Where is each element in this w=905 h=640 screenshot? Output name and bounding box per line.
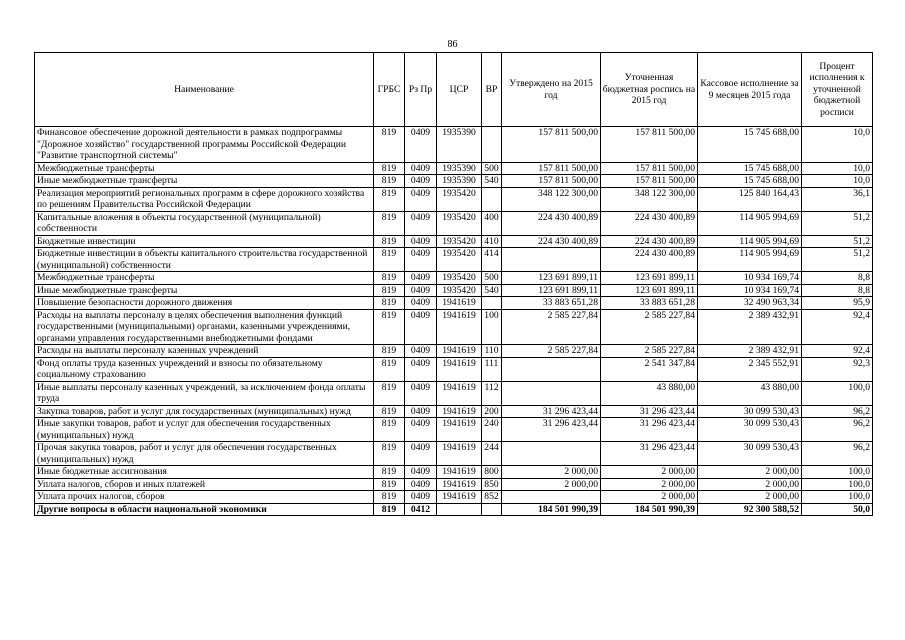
cell-csr: 1935390 [437, 162, 482, 175]
table-row [35, 297, 873, 310]
cell-rzpr: 0409 [405, 466, 437, 479]
cell-percent: 92,3 [802, 357, 873, 381]
cell-name: Другие вопросы в области национальной экономики [35, 503, 374, 516]
table-row [35, 127, 873, 163]
cell-grbs: 819 [374, 418, 405, 442]
cell-percent: 96,2 [802, 418, 873, 442]
cell-refined: 224 430 400,89 [601, 248, 698, 272]
table-row [35, 248, 873, 272]
cell-name: Расходы на выплаты персоналу в целях обеспечения выполнения функций государственными (муниципальными) органами, казенными учреждениями, органами управления государственными внебюджетными фондами [35, 309, 374, 345]
cell-approved: 2 585 227,84 [502, 309, 601, 345]
table-row [35, 175, 873, 188]
header-refined: Уточненная бюджетная роспись на 2015 год [601, 53, 698, 127]
cell-percent: 51,2 [802, 211, 873, 235]
cell-name: Фонд оплаты труда казенных учреждений и взносы по обязательному социальному страхованию [35, 357, 374, 381]
cell-vr: 852 [482, 491, 502, 504]
cell-grbs: 819 [374, 466, 405, 479]
cell-percent: 8,8 [802, 272, 873, 285]
table-row [35, 442, 873, 466]
cell-vr: 410 [482, 235, 502, 248]
cell-refined: 123 691 899,11 [601, 284, 698, 297]
cell-approved [502, 491, 601, 504]
cell-approved: 2 000,00 [502, 478, 601, 491]
cell-cash: 10 934 169,74 [698, 284, 802, 297]
cell-approved: 157 811 500,00 [502, 127, 601, 163]
cell-name: Закупка товаров, работ и услуг для государственных (муниципальных) нужд [35, 405, 374, 418]
cell-grbs: 819 [374, 175, 405, 188]
cell-rzpr: 0412 [405, 503, 437, 516]
cell-rzpr: 0409 [405, 491, 437, 504]
cell-refined: 157 811 500,00 [601, 162, 698, 175]
cell-csr: 1941619 [437, 345, 482, 358]
table-row [35, 211, 873, 235]
cell-approved [502, 442, 601, 466]
cell-name: Капитальные вложения в объекты государственной (муниципальной) собственности [35, 211, 374, 235]
table-row [35, 503, 873, 516]
cell-vr: 540 [482, 175, 502, 188]
table-row [35, 357, 873, 381]
cell-refined: 43 880,00 [601, 381, 698, 405]
cell-grbs: 819 [374, 491, 405, 504]
cell-grbs: 819 [374, 211, 405, 235]
cell-vr: 414 [482, 248, 502, 272]
cell-name: Межбюджетные трансферты [35, 162, 374, 175]
cell-cash: 43 880,00 [698, 381, 802, 405]
cell-vr: 200 [482, 405, 502, 418]
cell-percent: 51,2 [802, 235, 873, 248]
cell-approved: 348 122 300,00 [502, 187, 601, 211]
cell-percent: 95,9 [802, 297, 873, 310]
cell-approved: 2 000,00 [502, 466, 601, 479]
cell-cash: 114 905 994,69 [698, 248, 802, 272]
cell-approved: 31 296 423,44 [502, 418, 601, 442]
cell-approved: 184 501 990,39 [502, 503, 601, 516]
cell-name: Уплата прочих налогов, сборов [35, 491, 374, 504]
cell-grbs: 819 [374, 309, 405, 345]
cell-refined: 31 296 423,44 [601, 442, 698, 466]
cell-vr [482, 297, 502, 310]
cell-refined: 31 296 423,44 [601, 418, 698, 442]
cell-refined: 2 541 347,84 [601, 357, 698, 381]
cell-name: Иные закупки товаров, работ и услуг для обеспечения государственных (муниципальных) нужд [35, 418, 374, 442]
cell-cash: 114 905 994,69 [698, 211, 802, 235]
cell-approved: 224 430 400,89 [502, 235, 601, 248]
header-cash: Кассовое исполнение за 9 месяцев 2015 года [698, 53, 802, 127]
cell-cash: 15 745 688,00 [698, 162, 802, 175]
header-approved: Утверждено на 2015 год [502, 53, 601, 127]
cell-csr: 1941619 [437, 357, 482, 381]
cell-vr [482, 503, 502, 516]
table-row [35, 284, 873, 297]
cell-grbs: 819 [374, 405, 405, 418]
cell-percent: 92,4 [802, 345, 873, 358]
cell-csr: 1941619 [437, 405, 482, 418]
cell-vr: 240 [482, 418, 502, 442]
cell-csr: 1941619 [437, 442, 482, 466]
cell-vr: 540 [482, 284, 502, 297]
cell-name: Бюджетные инвестиции в объекты капитального строительства государственной (муниципальной) собственности [35, 248, 374, 272]
cell-cash: 2 389 432,91 [698, 345, 802, 358]
cell-grbs: 819 [374, 187, 405, 211]
table-row [35, 418, 873, 442]
cell-percent: 96,2 [802, 442, 873, 466]
header-vr: ВР [482, 53, 502, 127]
budget-table [34, 52, 873, 516]
cell-rzpr: 0409 [405, 127, 437, 163]
cell-vr: 400 [482, 211, 502, 235]
cell-vr: 500 [482, 272, 502, 285]
cell-csr: 1935390 [437, 175, 482, 188]
cell-percent: 100,0 [802, 478, 873, 491]
cell-approved: 31 296 423,44 [502, 405, 601, 418]
cell-approved: 224 430 400,89 [502, 211, 601, 235]
cell-grbs: 819 [374, 248, 405, 272]
cell-vr: 111 [482, 357, 502, 381]
cell-grbs: 819 [374, 127, 405, 163]
cell-name: Межбюджетные трансферты [35, 272, 374, 285]
cell-refined: 2 000,00 [601, 478, 698, 491]
cell-refined: 31 296 423,44 [601, 405, 698, 418]
cell-csr: 1935420 [437, 235, 482, 248]
cell-refined: 2 585 227,84 [601, 345, 698, 358]
header-rzpr: Рз Пр [405, 53, 437, 127]
table-row [35, 381, 873, 405]
cell-refined: 184 501 990,39 [601, 503, 698, 516]
cell-name: Расходы на выплаты персоналу казенных учреждений [35, 345, 374, 358]
cell-refined: 33 883 651,28 [601, 297, 698, 310]
cell-csr: 1941619 [437, 381, 482, 405]
cell-rzpr: 0409 [405, 211, 437, 235]
cell-csr: 1941619 [437, 297, 482, 310]
cell-rzpr: 0409 [405, 309, 437, 345]
header-grbs: ГРБС [374, 53, 405, 127]
cell-name: Иные межбюджетные трансферты [35, 175, 374, 188]
table-row [35, 309, 873, 345]
cell-vr [482, 127, 502, 163]
cell-percent: 92,4 [802, 309, 873, 345]
cell-grbs: 819 [374, 162, 405, 175]
cell-percent: 50,0 [802, 503, 873, 516]
cell-refined: 2 000,00 [601, 491, 698, 504]
cell-name: Иные межбюджетные трансферты [35, 284, 374, 297]
cell-refined: 123 691 899,11 [601, 272, 698, 285]
cell-rzpr: 0409 [405, 235, 437, 248]
table-row [35, 478, 873, 491]
cell-csr: 1935420 [437, 284, 482, 297]
cell-grbs: 819 [374, 381, 405, 405]
cell-cash: 2 000,00 [698, 491, 802, 504]
cell-approved: 157 811 500,00 [502, 175, 601, 188]
cell-approved [502, 248, 601, 272]
cell-vr: 500 [482, 162, 502, 175]
cell-csr: 1941619 [437, 309, 482, 345]
table-row [35, 466, 873, 479]
cell-csr: 1935420 [437, 211, 482, 235]
cell-grbs: 819 [374, 503, 405, 516]
cell-grbs: 819 [374, 235, 405, 248]
cell-percent: 100,0 [802, 491, 873, 504]
cell-percent: 10,0 [802, 175, 873, 188]
cell-name: Прочая закупка товаров, работ и услуг для обеспечения государственных (муниципальных) нужд [35, 442, 374, 466]
table-body [35, 127, 873, 516]
cell-name: Иные выплаты персоналу казенных учреждений, за исключением фонда оплаты труда [35, 381, 374, 405]
cell-grbs: 819 [374, 478, 405, 491]
cell-rzpr: 0409 [405, 405, 437, 418]
table-row [35, 235, 873, 248]
cell-name: Уплата налогов, сборов и иных платежей [35, 478, 374, 491]
cell-cash: 2 000,00 [698, 478, 802, 491]
cell-rzpr: 0409 [405, 175, 437, 188]
cell-approved: 33 883 651,28 [502, 297, 601, 310]
table-row [35, 345, 873, 358]
cell-rzpr: 0409 [405, 345, 437, 358]
cell-percent: 96,2 [802, 405, 873, 418]
cell-cash: 2 389 432,91 [698, 309, 802, 345]
cell-percent: 51,2 [802, 248, 873, 272]
cell-vr: 244 [482, 442, 502, 466]
cell-refined: 224 430 400,89 [601, 211, 698, 235]
cell-rzpr: 0409 [405, 248, 437, 272]
cell-grbs: 819 [374, 272, 405, 285]
cell-csr: 1941619 [437, 418, 482, 442]
cell-grbs: 819 [374, 345, 405, 358]
cell-percent: 36,1 [802, 187, 873, 211]
cell-name: Финансовое обеспечение дорожной деятельности в рамках подпрограммы "Дорожное хозяйство" государственной программы Российской Федерации "Развитие транспортной системы" [35, 127, 374, 163]
cell-cash: 10 934 169,74 [698, 272, 802, 285]
cell-refined: 224 430 400,89 [601, 235, 698, 248]
cell-vr [482, 187, 502, 211]
cell-rzpr: 0409 [405, 381, 437, 405]
cell-cash: 2 000,00 [698, 466, 802, 479]
cell-approved: 123 691 899,11 [502, 272, 601, 285]
cell-grbs: 819 [374, 284, 405, 297]
cell-refined: 348 122 300,00 [601, 187, 698, 211]
cell-csr: 1935390 [437, 127, 482, 163]
cell-csr [437, 503, 482, 516]
cell-cash: 30 099 530,43 [698, 405, 802, 418]
cell-refined: 157 811 500,00 [601, 175, 698, 188]
cell-approved [502, 357, 601, 381]
cell-rzpr: 0409 [405, 418, 437, 442]
table-row [35, 162, 873, 175]
header-percent: Процент исполнения к уточненной бюджетной росписи [802, 53, 873, 127]
cell-cash: 30 099 530,43 [698, 442, 802, 466]
cell-approved: 157 811 500,00 [502, 162, 601, 175]
cell-rzpr: 0409 [405, 478, 437, 491]
cell-rzpr: 0409 [405, 272, 437, 285]
cell-cash: 114 905 994,69 [698, 235, 802, 248]
cell-name: Повышение безопасности дорожного движения [35, 297, 374, 310]
cell-cash: 30 099 530,43 [698, 418, 802, 442]
cell-vr: 110 [482, 345, 502, 358]
cell-percent: 100,0 [802, 381, 873, 405]
table-header-row [35, 53, 873, 127]
cell-percent: 8,8 [802, 284, 873, 297]
header-name: Наименование [35, 53, 374, 127]
cell-approved [502, 381, 601, 405]
cell-rzpr: 0409 [405, 284, 437, 297]
cell-csr: 1935420 [437, 272, 482, 285]
cell-cash: 125 840 164,43 [698, 187, 802, 211]
cell-csr: 1935420 [437, 187, 482, 211]
cell-vr: 112 [482, 381, 502, 405]
cell-csr: 1941619 [437, 478, 482, 491]
cell-vr: 100 [482, 309, 502, 345]
cell-cash: 15 745 688,00 [698, 127, 802, 163]
cell-percent: 100,0 [802, 466, 873, 479]
table-row [35, 187, 873, 211]
cell-csr: 1941619 [437, 466, 482, 479]
table-row [35, 491, 873, 504]
cell-csr: 1941619 [437, 491, 482, 504]
cell-refined: 2 585 227,84 [601, 309, 698, 345]
cell-percent: 10,0 [802, 162, 873, 175]
cell-rzpr: 0409 [405, 162, 437, 175]
table-row [35, 272, 873, 285]
page-number: 86 [447, 39, 458, 50]
cell-rzpr: 0409 [405, 357, 437, 381]
cell-cash: 2 345 552,91 [698, 357, 802, 381]
cell-name: Иные бюджетные ассигнования [35, 466, 374, 479]
cell-rzpr: 0409 [405, 442, 437, 466]
cell-rzpr: 0409 [405, 297, 437, 310]
cell-rzpr: 0409 [405, 187, 437, 211]
cell-name: Реализация мероприятий региональных программ в сфере дорожного хозяйства по решениям Правительства Российской Федерации [35, 187, 374, 211]
header-csr: ЦСР [437, 53, 482, 127]
cell-grbs: 819 [374, 357, 405, 381]
cell-csr: 1935420 [437, 248, 482, 272]
table-row [35, 405, 873, 418]
cell-grbs: 819 [374, 442, 405, 466]
cell-name: Бюджетные инвестиции [35, 235, 374, 248]
cell-approved: 2 585 227,84 [502, 345, 601, 358]
cell-cash: 32 490 963,34 [698, 297, 802, 310]
cell-refined: 2 000,00 [601, 466, 698, 479]
cell-cash: 92 300 588,52 [698, 503, 802, 516]
cell-vr: 800 [482, 466, 502, 479]
cell-refined: 157 811 500,00 [601, 127, 698, 163]
cell-percent: 10,0 [802, 127, 873, 163]
cell-grbs: 819 [374, 297, 405, 310]
cell-vr: 850 [482, 478, 502, 491]
cell-approved: 123 691 899,11 [502, 284, 601, 297]
cell-cash: 15 745 688,00 [698, 175, 802, 188]
